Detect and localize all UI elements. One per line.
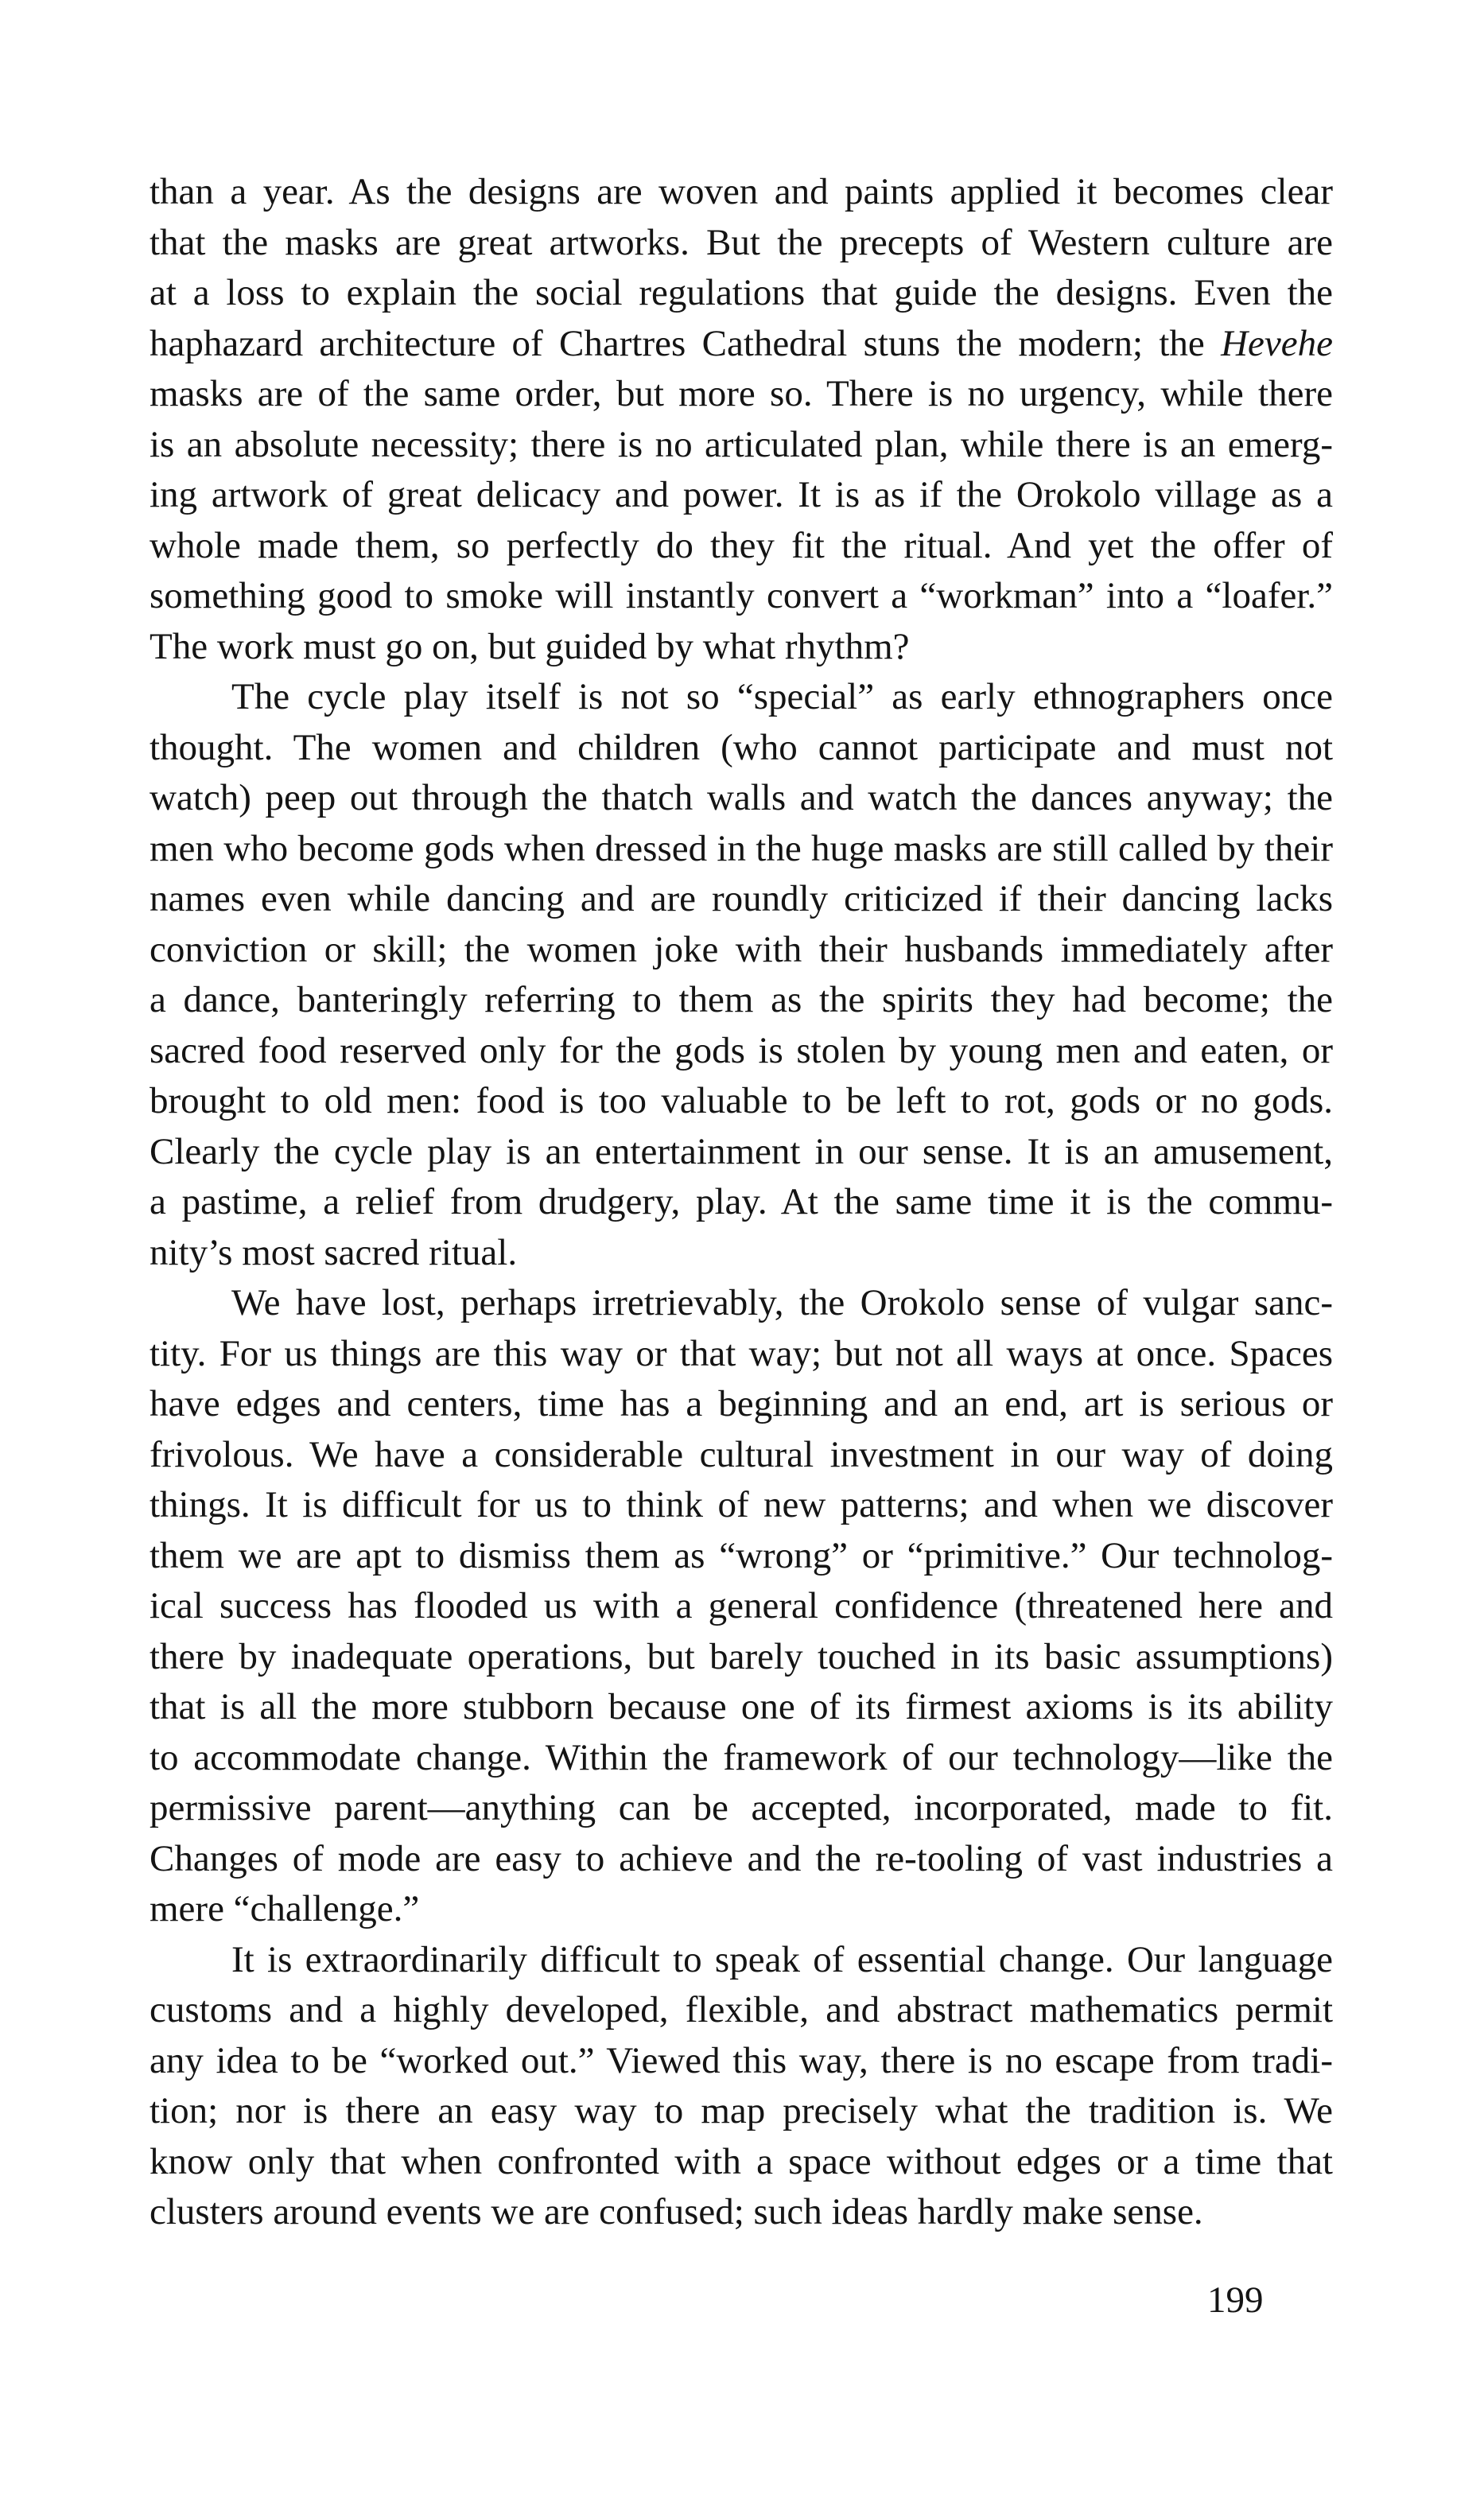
text-line: masks are of the same order, but more so. There is no urgency, while there [150,373,1333,414]
text-line: things. It is difficult for us to think of new patterns; and when we discover [150,1484,1333,1525]
text-line: something good to smoke will instantly convert a “workman” into a “loafer.” [150,575,1333,616]
text-line: permissive parent—anything can be accepted, incorporated, made to fit. [150,1787,1333,1828]
text-line: watch) peep out through the thatch walls and watch the dances anyway; the [150,777,1333,818]
text-line: mere “challenge.” [150,1888,420,1929]
text-line: haphazard architecture of Chartres Cathedral stuns the modern; the Hevehe [150,322,1333,364]
text-line: know only that when confronted with a space without edges or a time that [150,2140,1333,2182]
text-line: clusters around events we are confused; such ideas hardly make sense. [150,2191,1203,2232]
paragraph [150,167,1333,672]
text-line: have edges and centers, time has a beginning and an end, art is serious or [150,1383,1333,1424]
text-line: that the masks are great artworks. But the precepts of Western culture are [150,221,1333,263]
text-line: to accommodate change. Within the framework of our technology—like the [150,1736,1333,1778]
italic-term: Hevehe [1221,322,1333,364]
text-line: We have lost, perhaps irretrievably, the Orokolo sense of vulgar sanc- [231,1282,1333,1323]
text-line: names even while dancing and are roundly criticized if their dancing lacks [150,878,1333,919]
text-line: customs and a highly developed, flexible, and abstract mathematics permit [150,1989,1333,2030]
text-line: ing artwork of great delicacy and power. It is as if the Orokolo village as a [150,474,1333,515]
page-body [150,167,1333,2238]
text-line: tity. For us things are this way or that way; but not all ways at once. Spaces [150,1332,1333,1374]
text-line: there by inadequate operations, but barely touched in its basic assumptions) [150,1635,1333,1677]
text-line: a dance, banteringly referring to them as the spirits they had become; the [150,979,1333,1020]
page-number: 199 [1207,2279,1264,2321]
text-line: brought to old men: food is too valuable to be left to rot, gods or no gods. [150,1080,1333,1121]
text-line: conviction or skill; the women joke with their husbands immediately after [150,928,1333,970]
text-line: tion; nor is there an easy way to map precisely what the tradition is. We [150,2090,1333,2131]
text-line: sacred food reserved only for the gods is stolen by young men and eaten, or [150,1029,1333,1071]
paragraph [150,672,1333,1278]
text-line: men who become gods when dressed in the huge masks are still called by their [150,827,1333,869]
text-line: thought. The women and children (who cannot participate and must not [150,726,1333,768]
text-line: The work must go on, but guided by what rhythm? [150,625,910,667]
text-line: Changes of mode are easy to achieve and the re-tooling of vast industries a [150,1837,1333,1879]
text-line: a pastime, a relief from drudgery, play. At the same time it is the commu- [150,1181,1333,1222]
text-line: them we are apt to dismiss them as “wrong” or “primitive.” Our technolog- [150,1534,1333,1576]
paragraph [150,1935,1333,2238]
text-line: than a year. As the designs are woven and paints applied it becomes clear [150,171,1333,212]
text-line: any idea to be “worked out.” Viewed this way, there is no escape from tradi- [150,2039,1333,2081]
text-line: is an absolute necessity; there is no articulated plan, while there is an emerg- [150,423,1333,465]
paragraph [150,1278,1333,1935]
text-line: It is extraordinarily difficult to speak of essential change. Our language [231,1938,1333,1980]
text-line: ical success has flooded us with a general confidence (threatened here and [150,1585,1333,1626]
text-line: whole made them, so perfectly do they fit the ritual. And yet the offer of [150,524,1333,566]
text-line: nity’s most sacred ritual. [150,1231,518,1273]
text-line: Clearly the cycle play is an entertainment in our sense. It is an amusement, [150,1130,1333,1172]
text-line: that is all the more stubborn because one of its firmest axioms is its ability [150,1686,1333,1727]
text-line: The cycle play itself is not so “special” as early ethnographers once [231,676,1333,717]
text-line: at a loss to explain the social regulations that guide the designs. Even the [150,272,1333,313]
text-line: frivolous. We have a considerable cultural investment in our way of doing [150,1433,1333,1475]
